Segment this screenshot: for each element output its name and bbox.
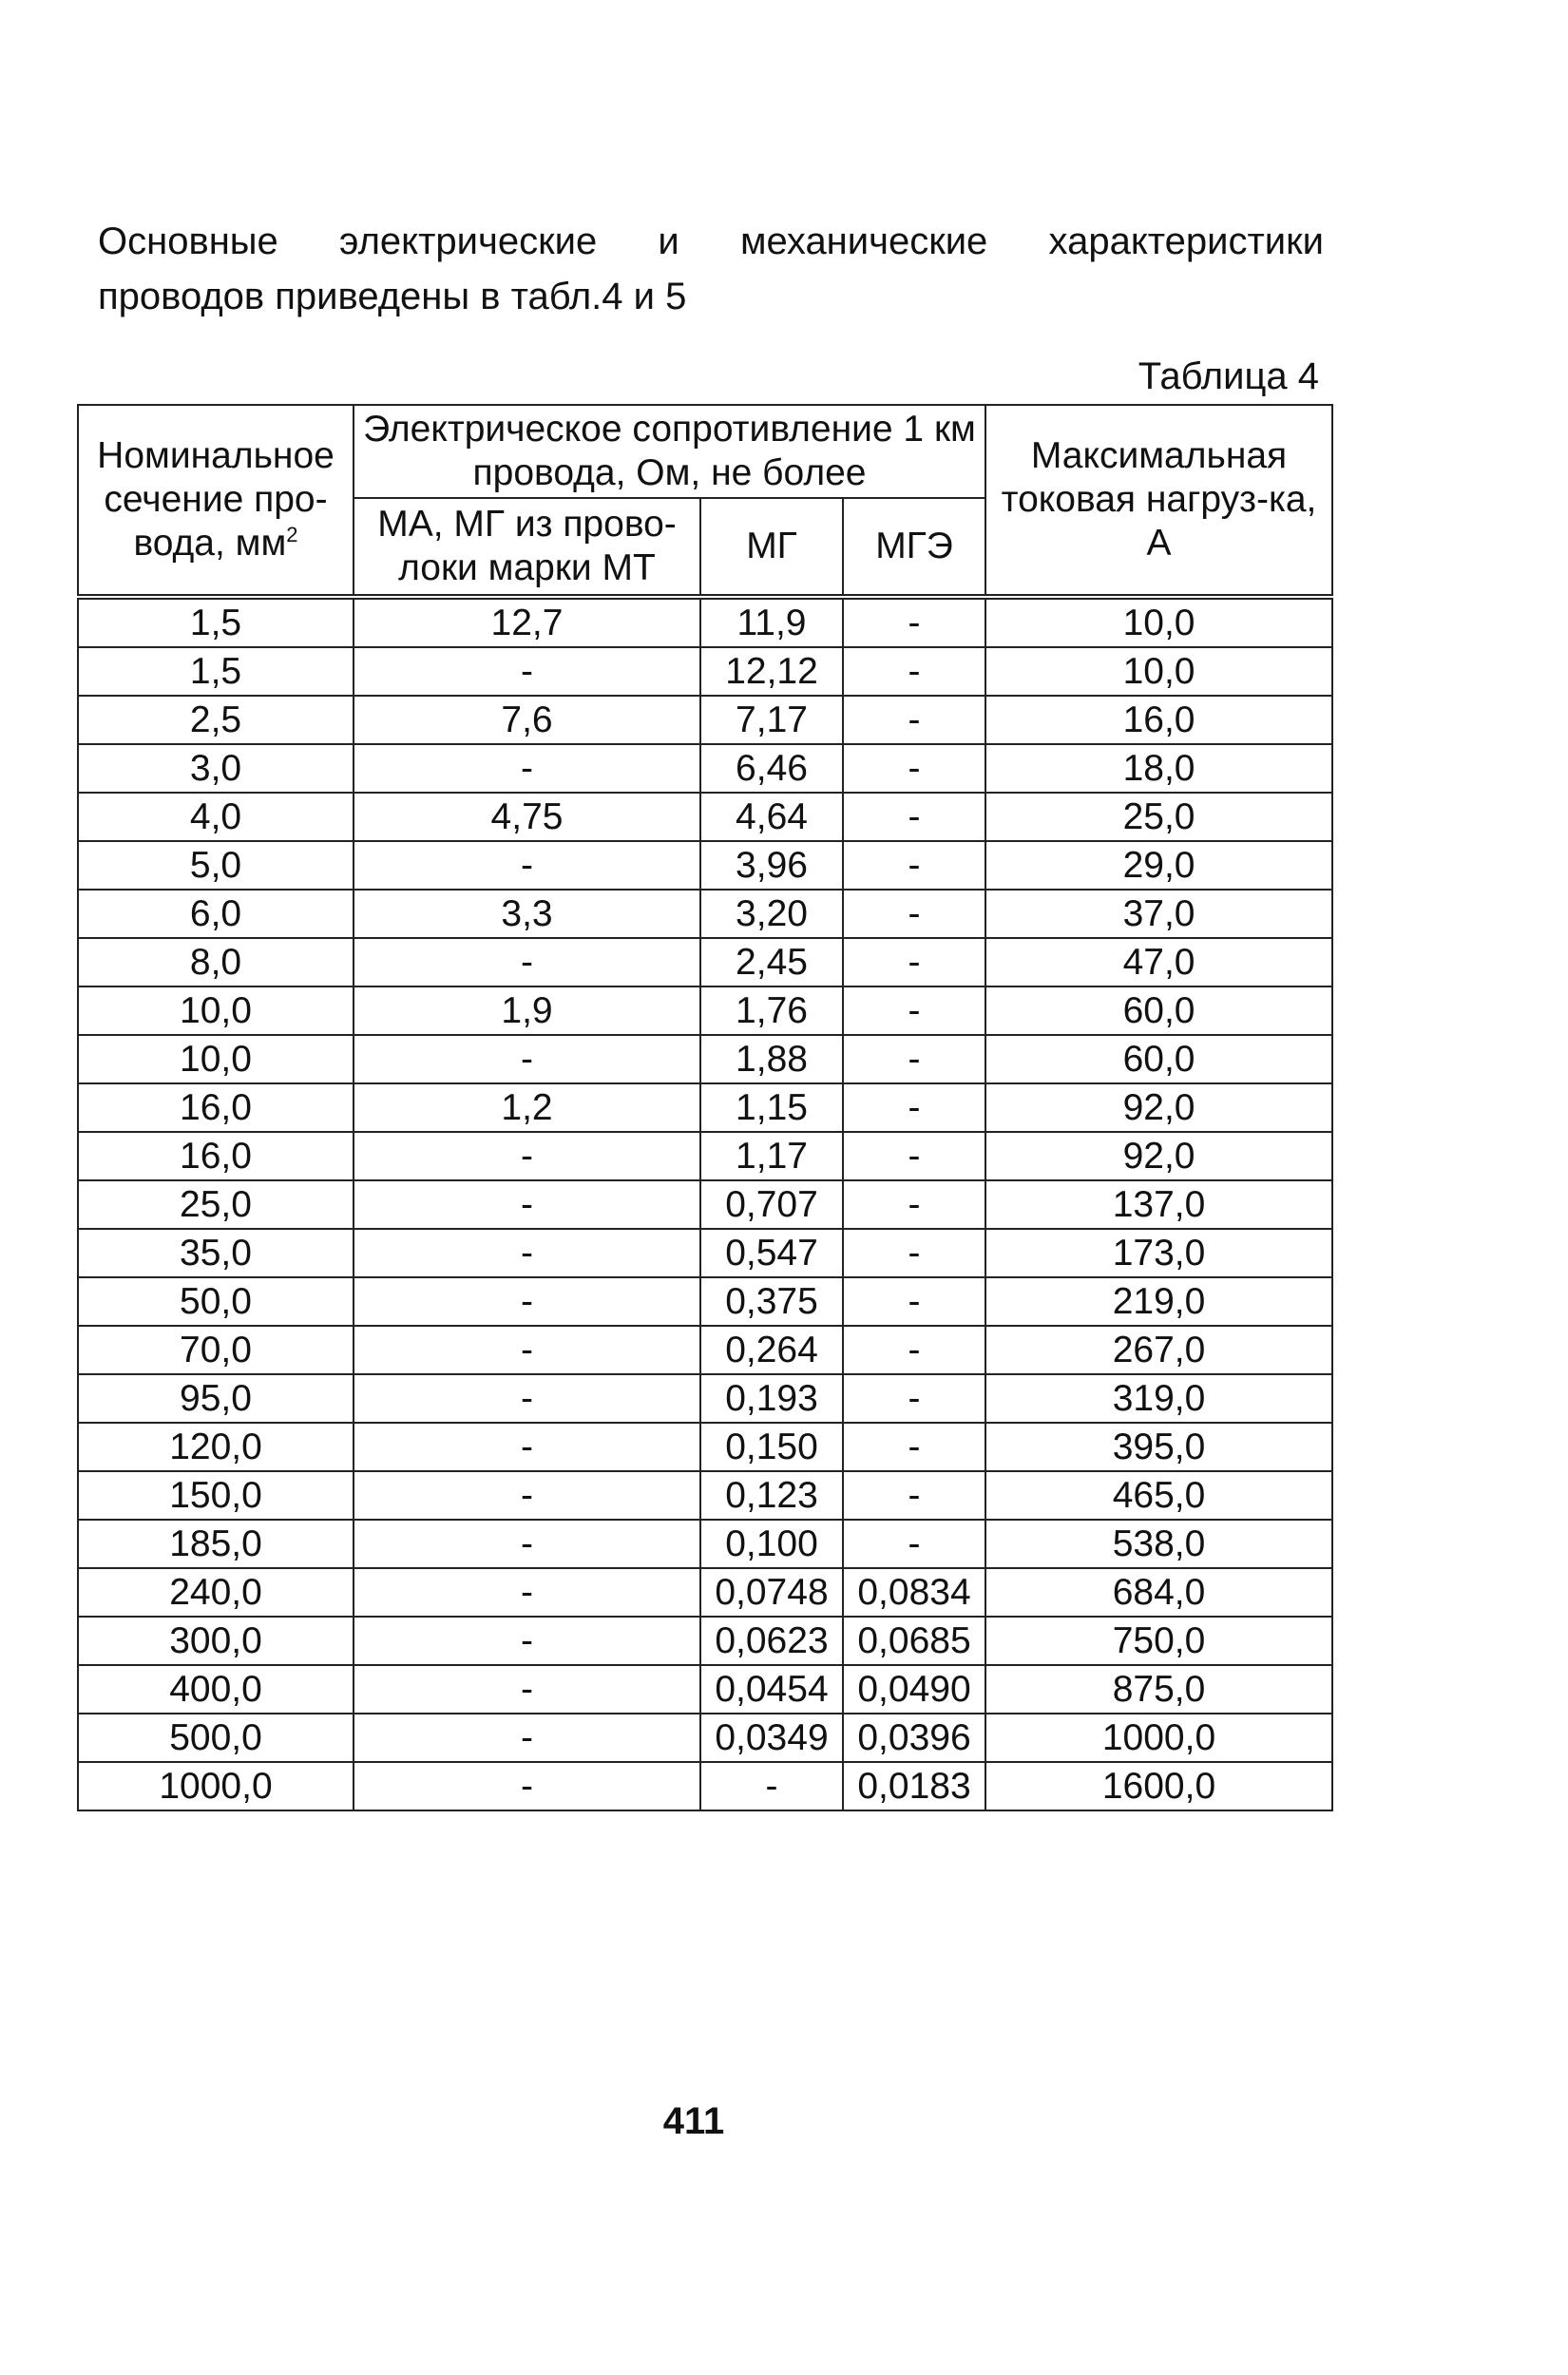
cell-ma-mg: - bbox=[354, 1762, 700, 1810]
cell-mg: 0,0349 bbox=[700, 1714, 843, 1762]
cell-section: 8,0 bbox=[78, 938, 354, 986]
cell-section: 1000,0 bbox=[78, 1762, 354, 1810]
cell-max-current: 29,0 bbox=[985, 841, 1332, 890]
cell-ma-mg: 1,2 bbox=[354, 1083, 700, 1132]
cell-mg: 1,88 bbox=[700, 1035, 843, 1083]
cell-mg: 0,123 bbox=[700, 1471, 843, 1520]
cell-ma-mg: - bbox=[354, 938, 700, 986]
cell-ma-mg: - bbox=[354, 1617, 700, 1665]
table-body bbox=[78, 597, 1332, 1810]
table-row bbox=[78, 696, 1332, 744]
cell-max-current: 47,0 bbox=[985, 938, 1332, 986]
cell-max-current: 173,0 bbox=[985, 1229, 1332, 1277]
cell-section: 50,0 bbox=[78, 1277, 354, 1326]
cell-section: 400,0 bbox=[78, 1665, 354, 1714]
cell-max-current: 395,0 bbox=[985, 1423, 1332, 1471]
cell-max-current: 538,0 bbox=[985, 1520, 1332, 1568]
cell-max-current: 10,0 bbox=[985, 597, 1332, 647]
cell-max-current: 1600,0 bbox=[985, 1762, 1332, 1810]
cell-ma-mg: 4,75 bbox=[354, 793, 700, 841]
cell-mg: 2,45 bbox=[700, 938, 843, 986]
table-row bbox=[78, 1762, 1332, 1810]
cell-ma-mg: - bbox=[354, 1277, 700, 1326]
cell-ma-mg: - bbox=[354, 647, 700, 696]
cell-mg: 0,375 bbox=[700, 1277, 843, 1326]
table-row bbox=[78, 1568, 1332, 1617]
header-mge: МГЭ bbox=[843, 498, 985, 597]
cell-section: 1,5 bbox=[78, 597, 354, 647]
table-row bbox=[78, 1520, 1332, 1568]
header-ma-mg: МА, МГ из прово-локи марки МТ bbox=[354, 498, 700, 597]
cell-mge: - bbox=[843, 793, 985, 841]
cell-max-current: 465,0 bbox=[985, 1471, 1332, 1520]
header-resistance: Электрическое сопротивление 1 км провода, Ом, не более bbox=[354, 405, 985, 498]
intro-paragraph bbox=[98, 214, 1324, 324]
cell-max-current: 60,0 bbox=[985, 986, 1332, 1035]
cell-max-current: 10,0 bbox=[985, 647, 1332, 696]
cell-ma-mg: - bbox=[354, 1132, 700, 1180]
cell-mge: - bbox=[843, 1083, 985, 1132]
cell-ma-mg: 3,3 bbox=[354, 890, 700, 938]
intro-line-2: проводов приведены в табл.4 и 5 bbox=[98, 276, 687, 317]
cell-mge: - bbox=[843, 1326, 985, 1374]
table-row bbox=[78, 938, 1332, 986]
table-row bbox=[78, 1471, 1332, 1520]
cell-max-current: 875,0 bbox=[985, 1665, 1332, 1714]
cell-section: 16,0 bbox=[78, 1083, 354, 1132]
cell-section: 25,0 bbox=[78, 1180, 354, 1229]
table-row bbox=[78, 986, 1332, 1035]
cell-mg: 0,0623 bbox=[700, 1617, 843, 1665]
cell-max-current: 16,0 bbox=[985, 696, 1332, 744]
cell-mg: 12,12 bbox=[700, 647, 843, 696]
cell-max-current: 92,0 bbox=[985, 1132, 1332, 1180]
cell-max-current: 219,0 bbox=[985, 1277, 1332, 1326]
cell-section: 2,5 bbox=[78, 696, 354, 744]
cell-mg: 11,9 bbox=[700, 597, 843, 647]
cell-max-current: 37,0 bbox=[985, 890, 1332, 938]
cell-mge: - bbox=[843, 744, 985, 793]
intro-line-1: Основные электрические и механические характеристики bbox=[98, 220, 1324, 262]
cell-section: 70,0 bbox=[78, 1326, 354, 1374]
table-row bbox=[78, 890, 1332, 938]
cell-mg: 3,20 bbox=[700, 890, 843, 938]
table-row bbox=[78, 1180, 1332, 1229]
cell-section: 4,0 bbox=[78, 793, 354, 841]
cell-mg: 1,76 bbox=[700, 986, 843, 1035]
cell-section: 16,0 bbox=[78, 1132, 354, 1180]
cell-mge: - bbox=[843, 647, 985, 696]
cell-max-current: 18,0 bbox=[985, 744, 1332, 793]
cell-section: 3,0 bbox=[78, 744, 354, 793]
cell-section: 10,0 bbox=[78, 1035, 354, 1083]
cell-section: 300,0 bbox=[78, 1617, 354, 1665]
cell-section: 35,0 bbox=[78, 1229, 354, 1277]
cell-mge: - bbox=[843, 1035, 985, 1083]
table-row bbox=[78, 1132, 1332, 1180]
cell-ma-mg: - bbox=[354, 1180, 700, 1229]
table-row bbox=[78, 793, 1332, 841]
cell-max-current: 25,0 bbox=[985, 793, 1332, 841]
cell-mg: 1,17 bbox=[700, 1132, 843, 1180]
cell-ma-mg: - bbox=[354, 1520, 700, 1568]
cell-ma-mg: - bbox=[354, 1665, 700, 1714]
cell-mg: 0,547 bbox=[700, 1229, 843, 1277]
table-row bbox=[78, 1714, 1332, 1762]
cell-ma-mg: - bbox=[354, 1568, 700, 1617]
table-row bbox=[78, 647, 1332, 696]
cell-ma-mg: 1,9 bbox=[354, 986, 700, 1035]
table-row bbox=[78, 1035, 1332, 1083]
cell-mg: 0,100 bbox=[700, 1520, 843, 1568]
cell-section: 500,0 bbox=[78, 1714, 354, 1762]
page-number: 411 bbox=[662, 2100, 725, 2142]
table-row bbox=[78, 1326, 1332, 1374]
cell-mg: 4,64 bbox=[700, 793, 843, 841]
cell-ma-mg: - bbox=[354, 1714, 700, 1762]
cell-mge: - bbox=[843, 1132, 985, 1180]
cell-mg: 0,0454 bbox=[700, 1665, 843, 1714]
cell-mg: 3,96 bbox=[700, 841, 843, 890]
cell-mge: - bbox=[843, 1520, 985, 1568]
table-row bbox=[78, 1083, 1332, 1132]
cell-mge: 0,0396 bbox=[843, 1714, 985, 1762]
cell-mge: - bbox=[843, 841, 985, 890]
cell-mge: - bbox=[843, 1229, 985, 1277]
cell-mge: - bbox=[843, 597, 985, 647]
cell-mg: - bbox=[700, 1762, 843, 1810]
cell-mg: 0,193 bbox=[700, 1374, 843, 1423]
cell-section: 95,0 bbox=[78, 1374, 354, 1423]
cell-mge: 0,0834 bbox=[843, 1568, 985, 1617]
cell-max-current: 137,0 bbox=[985, 1180, 1332, 1229]
table-row bbox=[78, 1374, 1332, 1423]
table-row bbox=[78, 744, 1332, 793]
cell-section: 10,0 bbox=[78, 986, 354, 1035]
wire-characteristics-table bbox=[77, 404, 1333, 1811]
table-row bbox=[78, 1617, 1332, 1665]
cell-mg: 1,15 bbox=[700, 1083, 843, 1132]
cell-max-current: 92,0 bbox=[985, 1083, 1332, 1132]
cell-mg: 0,264 bbox=[700, 1326, 843, 1374]
cell-mge: - bbox=[843, 938, 985, 986]
cell-max-current: 1000,0 bbox=[985, 1714, 1332, 1762]
cell-section: 6,0 bbox=[78, 890, 354, 938]
cell-mg: 0,0748 bbox=[700, 1568, 843, 1617]
table-row bbox=[78, 597, 1332, 647]
header-max-current: Максимальная токовая нагруз-ка, А bbox=[985, 405, 1332, 597]
cell-max-current: 750,0 bbox=[985, 1617, 1332, 1665]
cell-max-current: 684,0 bbox=[985, 1568, 1332, 1617]
table-row bbox=[78, 1665, 1332, 1714]
header-row-1 bbox=[78, 405, 1332, 498]
cell-ma-mg: - bbox=[354, 1374, 700, 1423]
cell-ma-mg: - bbox=[354, 841, 700, 890]
cell-ma-mg: - bbox=[354, 1423, 700, 1471]
cell-mge: - bbox=[843, 890, 985, 938]
cell-mge: 0,0685 bbox=[843, 1617, 985, 1665]
cell-section: 150,0 bbox=[78, 1471, 354, 1520]
cell-ma-mg: - bbox=[354, 1471, 700, 1520]
cell-section: 185,0 bbox=[78, 1520, 354, 1568]
cell-mge: - bbox=[843, 1423, 985, 1471]
header-mg: МГ bbox=[700, 498, 843, 597]
cell-mge: - bbox=[843, 986, 985, 1035]
cell-ma-mg: - bbox=[354, 1229, 700, 1277]
cell-mge: - bbox=[843, 1277, 985, 1326]
cell-ma-mg: - bbox=[354, 744, 700, 793]
cell-mge: - bbox=[843, 1374, 985, 1423]
cell-mge: - bbox=[843, 1471, 985, 1520]
table-caption: Таблица 4 bbox=[1138, 355, 1319, 397]
cell-mg: 7,17 bbox=[700, 696, 843, 744]
cell-max-current: 60,0 bbox=[985, 1035, 1332, 1083]
table-row bbox=[78, 1229, 1332, 1277]
cell-mge: - bbox=[843, 1180, 985, 1229]
cell-section: 1,5 bbox=[78, 647, 354, 696]
cell-max-current: 267,0 bbox=[985, 1326, 1332, 1374]
cell-ma-mg: - bbox=[354, 1326, 700, 1374]
cell-mg: 6,46 bbox=[700, 744, 843, 793]
cell-section: 240,0 bbox=[78, 1568, 354, 1617]
cell-mge: 0,0490 bbox=[843, 1665, 985, 1714]
cell-ma-mg: - bbox=[354, 1035, 700, 1083]
cell-section: 120,0 bbox=[78, 1423, 354, 1471]
cell-mge: 0,0183 bbox=[843, 1762, 985, 1810]
cell-max-current: 319,0 bbox=[985, 1374, 1332, 1423]
cell-mg: 0,150 bbox=[700, 1423, 843, 1471]
cell-ma-mg: 7,6 bbox=[354, 696, 700, 744]
header-nominal-section: Номинальное сечение про-вода, $мм^2$ bbox=[78, 405, 354, 597]
table-row bbox=[78, 841, 1332, 890]
table-row bbox=[78, 1277, 1332, 1326]
cell-ma-mg: 12,7 bbox=[354, 597, 700, 647]
cell-mg: 0,707 bbox=[700, 1180, 843, 1229]
cell-mge: - bbox=[843, 696, 985, 744]
cell-section: 5,0 bbox=[78, 841, 354, 890]
table-row bbox=[78, 1423, 1332, 1471]
